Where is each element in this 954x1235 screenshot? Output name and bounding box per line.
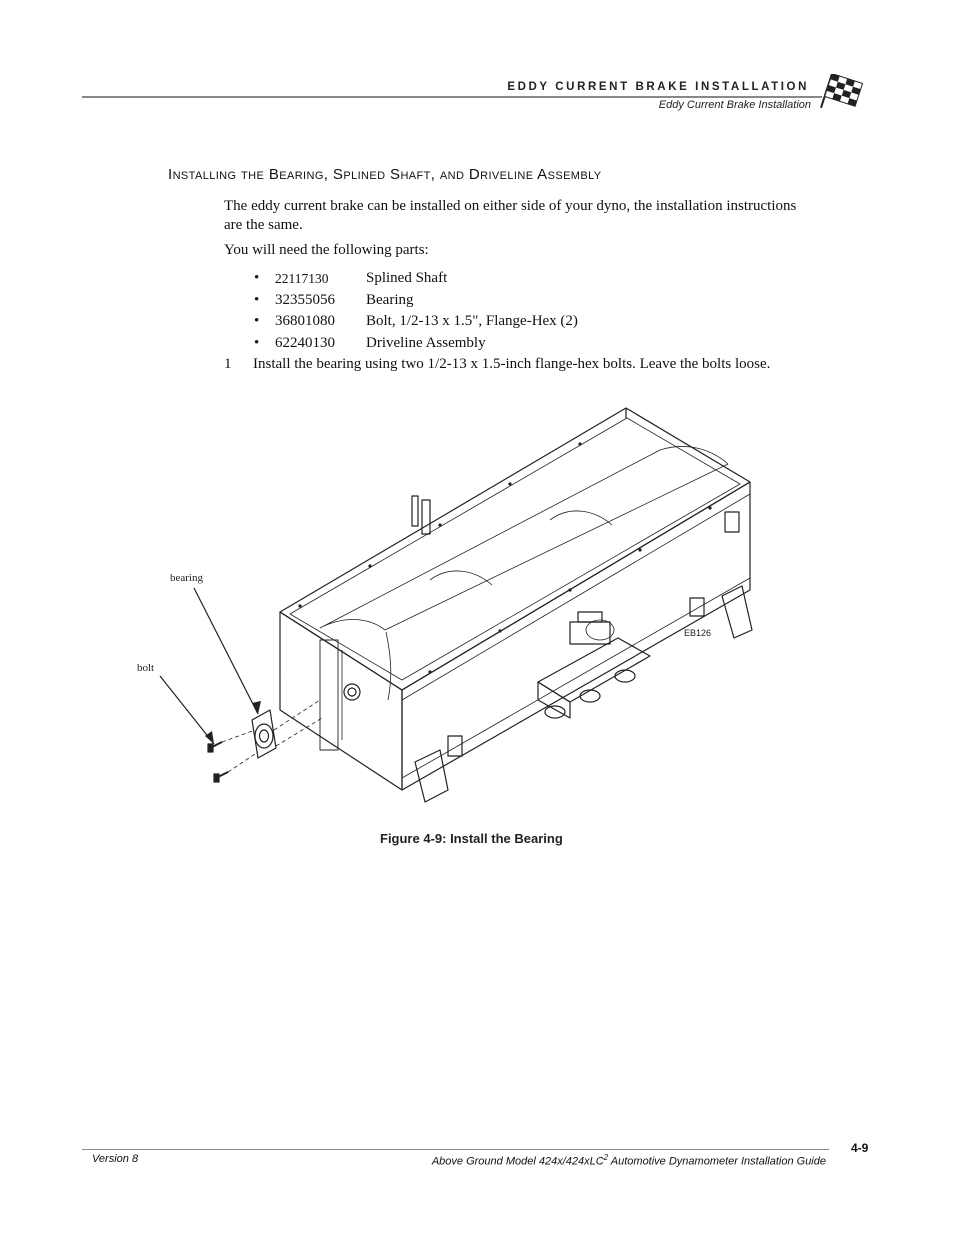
bearing-part: [252, 710, 276, 758]
checkered-flag-icon: [820, 74, 866, 116]
bullet: •: [254, 270, 260, 286]
page-number: 4-9: [851, 1141, 869, 1155]
footer-title-rest: Automotive Dynamometer Installation Guide: [608, 1155, 826, 1168]
footer-title-superscript: 2: [603, 1153, 609, 1162]
parts-intro-paragraph: You will need the following parts:: [224, 242, 429, 258]
drawing-id-label: EB126: [684, 628, 712, 638]
footer-version: Version 8: [92, 1153, 139, 1165]
part-number: 22117130: [275, 271, 329, 286]
part-number: 32355056: [275, 291, 335, 308]
bearing-installation-figure: [130, 400, 770, 820]
roller-drum: [320, 446, 728, 700]
footer-title-main: Above Ground Model 424x/424xLC: [431, 1155, 604, 1168]
figure-caption: Figure 4-9: Install the Bearing: [380, 831, 563, 846]
bullet: •: [254, 291, 260, 308]
dyno-frame: [280, 408, 752, 802]
bullet: •: [254, 313, 260, 330]
footer-rule: [82, 1149, 829, 1150]
running-header-title: EDDY CURRENT BRAKE INSTALLATION: [507, 81, 809, 93]
assembly-lines: [222, 700, 322, 772]
bullet: •: [254, 334, 260, 351]
bolt-label: bolt: [137, 662, 155, 674]
part-number: 62240130: [275, 334, 335, 351]
part-description: Splined Shaft: [366, 270, 448, 286]
part-description: Driveline Assembly: [366, 334, 486, 351]
part-description: Bearing: [366, 291, 414, 308]
step-text: Install the bearing using two 1/2-13 x 1.5-inch flange-hex bolts. Leave the bolts loose.: [253, 356, 771, 372]
running-header-subtitle: Eddy Current Brake Installation: [658, 99, 811, 111]
section-heading: Installing the Bearing, Splined Shaft, and Driveline Assembly: [168, 166, 602, 183]
part-number: 36801080: [275, 313, 335, 330]
bearing-label: bearing: [170, 572, 203, 584]
part-description: Bolt, 1/2-13 x 1.5", Flange-Hex (2): [366, 313, 578, 330]
header-rule: [82, 96, 822, 98]
intro-paragraph: The eddy current brake can be installed on either side of your dyno, the installation instructions are the same.: [224, 198, 797, 233]
bolt-parts: [208, 742, 228, 782]
step-number: 1: [224, 356, 232, 372]
callout-leaders: [160, 588, 261, 744]
footer-document-title: [432, 1153, 826, 1168]
